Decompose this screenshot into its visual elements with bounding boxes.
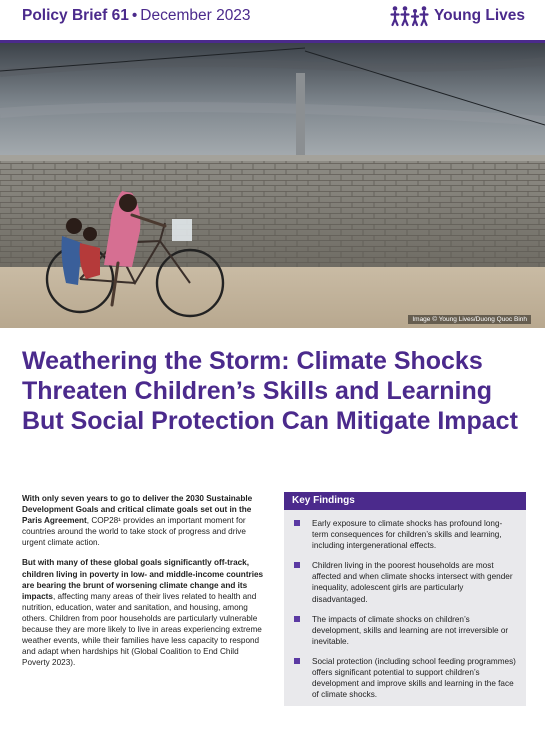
- photo-credit: Image © Young Lives/Duong Quoc Binh: [408, 315, 531, 324]
- intro-p1-bold: With only seven years to go to deliver the 2030 Sustainable Development Goals and critical climate goals set out in the Paris Agreement: [22, 494, 253, 526]
- cover-photo-illustration: [0, 43, 545, 328]
- key-findings-panel: [284, 492, 526, 706]
- intro-paragraph-2: [22, 557, 265, 668]
- separator: •: [131, 7, 138, 24]
- intro-p2-bold: But with many of these global goals significantly off-track, children living in poverty in low- and middle-income countries are bearing the brunt of worsening climate change and its impacts: [22, 558, 264, 601]
- page-title: Weathering the Storm: Climate Shocks Threaten Children’s Skills and Learning But Social Protection Can Mitigate Impact: [22, 347, 518, 435]
- intro-paragraph-1: [22, 493, 265, 548]
- intro-p2-rest: , affecting many areas of their lives related to health and nutrition, education, water and sanitation, and housing, among others. Children from poor households are particularly vulnerable because they are more likely to live in areas experiencing extreme weather events, while their families have less capacity to respond and adapt when hardships hit (Global Coalition to End Child Poverty 2023).: [22, 591, 262, 668]
- square-bullet-icon: [294, 562, 300, 568]
- key-findings-list: [284, 510, 526, 700]
- key-findings-heading: Key Findings: [284, 492, 526, 510]
- finding-text: Social protection (including school feeding programmes) offers significant potential to support children’s development and improve skills and learning in the face of climate shocks.: [312, 656, 516, 700]
- finding-text: The impacts of climate shocks on children’s development, skills and learning are not irreversible or inevitable.: [312, 614, 509, 646]
- finding-text: Early exposure to climate shocks has profound long-term consequences for children’s skills and learning, including intergenerational effects.: [312, 519, 503, 551]
- square-bullet-icon: [294, 520, 300, 526]
- brief-number: Policy Brief 61: [22, 7, 129, 24]
- brief-label: [22, 7, 251, 25]
- brand-logo: [390, 5, 525, 27]
- young-lives-logo-icon: [390, 5, 430, 27]
- list-item: [294, 656, 518, 700]
- intro-p1-rest: , COP28¹ provides an important moment for countries around the world to take stock of progress and drive urgent climate action.: [22, 516, 246, 548]
- square-bullet-icon: [294, 616, 300, 622]
- intro-text: [22, 493, 265, 677]
- square-bullet-icon: [294, 658, 300, 664]
- list-item: [294, 614, 518, 647]
- list-item: [294, 560, 518, 604]
- finding-text: Children living in the poorest households are most affected and when climate shocks intersect with gender inequality, adolescent girls are particularly disadvantaged.: [312, 561, 513, 604]
- brief-date: December 2023: [140, 7, 251, 24]
- list-item: [294, 518, 518, 551]
- header: [0, 0, 545, 40]
- cover-photo: [0, 43, 545, 328]
- brand-name: Young Lives: [433, 7, 525, 24]
